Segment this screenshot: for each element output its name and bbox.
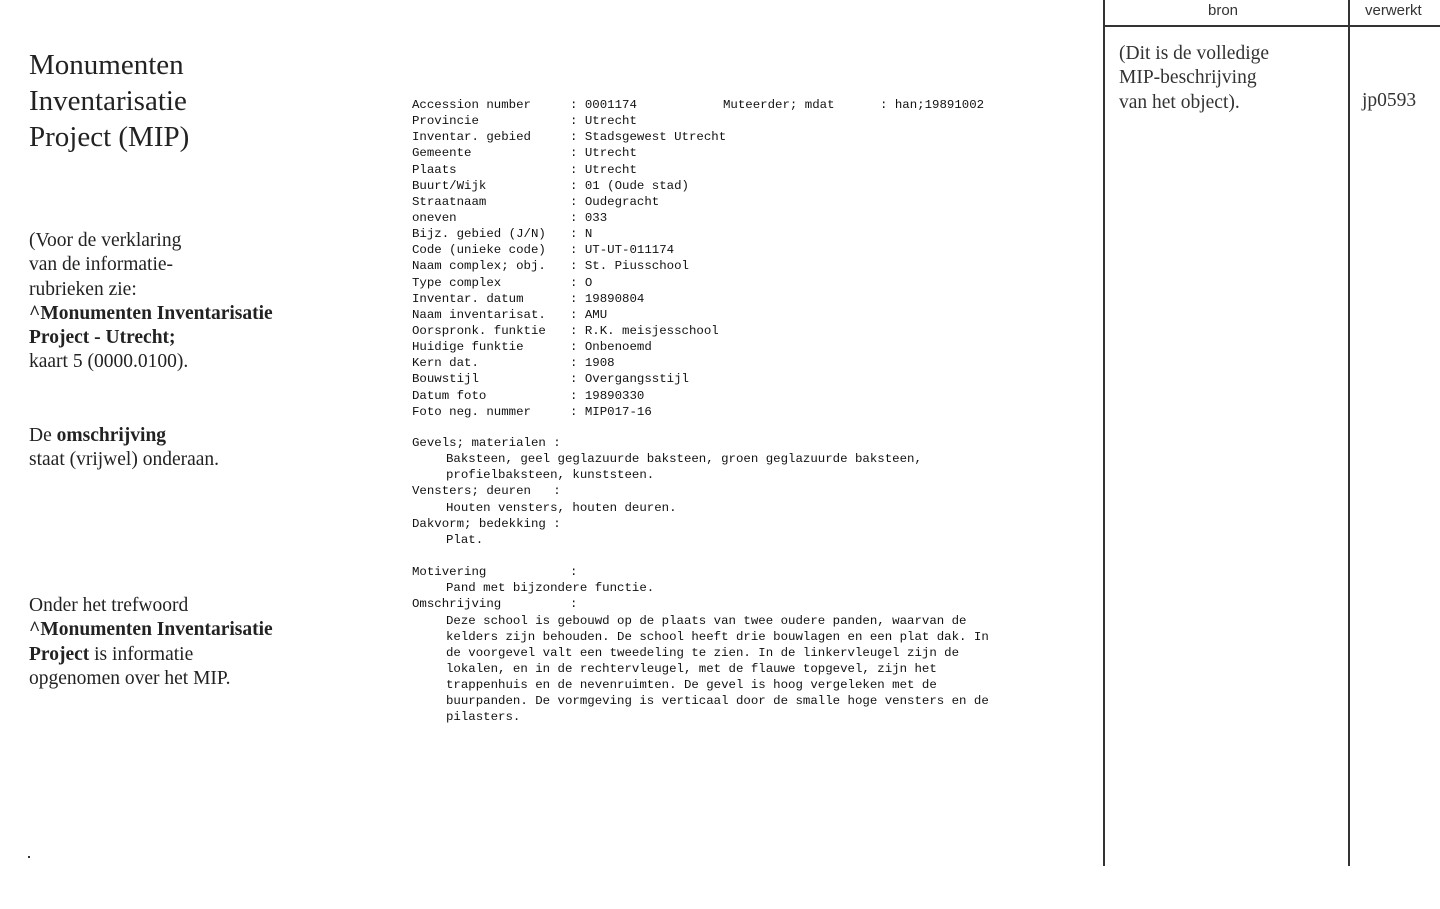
field-value: : N <box>570 227 593 242</box>
field-row <box>412 162 726 178</box>
field-value: : MIP017-16 <box>570 404 652 419</box>
section-text: lokalen, en in de rechtervleugel, met de flauwe topgevel, zijn het <box>446 661 937 676</box>
field-row <box>412 371 726 387</box>
field-label: Accession number <box>412 98 531 112</box>
field-value: : Overgangsstijl <box>570 372 689 387</box>
field-value: : AMU <box>570 307 608 322</box>
field-value: : Onbenoemd <box>570 340 652 355</box>
field-row <box>412 226 726 242</box>
field-label: Code (unieke code) <box>412 243 546 258</box>
field-label: Inventar. datum <box>412 291 524 306</box>
note-line: (Voor de verklaring <box>29 230 182 251</box>
field-value: : 1908 <box>570 356 615 371</box>
note-line: kaart 5 (0000.0100). <box>29 351 189 373</box>
section-label: Dakvorm; bedekking : <box>412 516 561 531</box>
note-line: van de informatie- <box>29 254 174 276</box>
field-row <box>412 242 726 258</box>
section-label: Omschrijving : <box>412 597 578 612</box>
note-line: Onder het trefwoord <box>29 595 189 616</box>
note-bold: Project - Utrecht; <box>29 327 176 349</box>
field-label: Huidige funktie <box>412 340 524 355</box>
section-text: de voorgevel valt een tweedeling te zien. In de linkervleugel zijn de <box>446 645 960 660</box>
field-row <box>412 404 726 420</box>
column-divider <box>1103 0 1105 866</box>
stray-dot <box>28 856 30 858</box>
field-label: Naam complex; obj. <box>412 259 546 274</box>
field-row <box>412 258 726 274</box>
field-value: : 19890804 <box>570 291 645 306</box>
field-label: Type complex <box>412 275 502 290</box>
field-label: Kern dat. <box>412 356 479 371</box>
record-fields <box>412 97 726 420</box>
bron-note <box>1119 42 1269 115</box>
field-label: Gemeente <box>412 146 472 161</box>
field-value: : O <box>570 275 593 290</box>
mutator-field <box>723 97 984 113</box>
section-label: Gevels; materialen : <box>412 436 561 450</box>
section-text: trappenhuis en de nevenruimten. De gevel is hoog vergeleken met de <box>446 678 937 693</box>
field-label: Oorspronk. funktie <box>412 323 546 338</box>
bron-line: van het object). <box>1119 91 1240 113</box>
field-label: oneven <box>412 210 457 225</box>
field-row <box>412 194 726 210</box>
field-value: : 033 <box>570 210 608 225</box>
note-bold: ^Monumenten Inventarisatie <box>29 302 273 324</box>
note-bold: Project <box>29 643 90 665</box>
column-divider <box>1348 0 1350 866</box>
field-value: : han;19891002 <box>880 98 985 112</box>
field-label: Straatnaam <box>412 194 487 209</box>
field-label: Bijz. gebied (J/N) <box>412 227 546 242</box>
section-text: kelders zijn behouden. De school heeft drie bouwlagen en een plat dak. In <box>446 629 989 644</box>
field-row <box>412 97 726 113</box>
field-row <box>412 339 726 355</box>
field-label: Foto neg. nummer <box>412 404 531 419</box>
field-label: Provincie <box>412 114 479 129</box>
column-header-bron: bron <box>1208 2 1239 19</box>
field-row <box>412 323 726 339</box>
field-label: Plaats <box>412 162 457 177</box>
note-bold: omschrijving <box>56 425 167 446</box>
field-value: : Oudegracht <box>570 194 660 209</box>
note-line: rubrieken zie: <box>29 278 137 300</box>
field-value: : St. Piusschool <box>570 259 689 274</box>
bron-line: MIP-beschrijving <box>1119 67 1257 89</box>
page-title <box>29 47 189 155</box>
field-label: Inventar. gebied <box>412 130 531 145</box>
column-header-verwerkt: verwerkt <box>1365 2 1422 19</box>
field-label: Muteerder; mdat <box>723 98 835 112</box>
section-text: profielbaksteen, kunststeen. <box>446 468 655 483</box>
field-row <box>412 129 726 145</box>
note-line: staat (vrijwel) onderaan. <box>29 449 220 471</box>
column-header-rule <box>1103 25 1440 27</box>
field-row <box>412 355 726 371</box>
field-label: Naam inventarisat. <box>412 307 546 322</box>
title-line: Monumenten <box>29 49 184 81</box>
title-line: Project (MIP) <box>29 121 190 153</box>
field-label: Bouwstijl <box>412 372 479 387</box>
note-line: opgenomen over het MIP. <box>29 667 231 689</box>
field-row <box>412 388 726 404</box>
field-row <box>412 307 726 323</box>
note-bold: ^Monumenten Inventarisatie <box>29 619 273 641</box>
field-value: : 01 (Oude stad) <box>570 178 689 193</box>
field-value: : Utrecht <box>570 114 637 129</box>
field-value: : 0001174 <box>570 98 637 112</box>
field-value: : Utrecht <box>570 162 637 177</box>
field-value: : 19890330 <box>570 388 645 403</box>
field-value: : R.K. meisjesschool <box>570 323 719 338</box>
field-row <box>412 145 726 161</box>
verwerkt-code: jp0593 <box>1362 90 1417 111</box>
field-row <box>412 275 726 291</box>
field-value: : UT-UT-011174 <box>570 243 675 258</box>
field-row <box>412 113 726 129</box>
note-line: Project is informatie <box>29 643 194 665</box>
field-value: : Stadsgewest Utrecht <box>570 130 727 145</box>
section-text: buurpanden. De vormgeving is verticaal door de smalle hoge vensters en de <box>446 694 989 709</box>
section-gap <box>412 548 989 564</box>
note-verklaring <box>29 229 273 375</box>
section-label: Motivering : <box>412 565 578 580</box>
note-bold-line <box>29 326 273 350</box>
section-text: Pand met bijzondere functie. <box>446 581 655 596</box>
description-sections <box>412 435 989 726</box>
section-text: Plat. <box>446 532 484 547</box>
field-label: Datum foto <box>412 388 487 403</box>
field-value: : Utrecht <box>570 146 637 161</box>
note-omschrijving <box>29 424 219 473</box>
field-row <box>412 178 726 194</box>
field-label: Buurt/Wijk <box>412 178 487 193</box>
field-row <box>412 210 726 226</box>
title-line: Inventarisatie <box>29 85 187 117</box>
section-text: pilasters. <box>446 710 521 725</box>
note-trefwoord <box>29 594 273 691</box>
field-row <box>412 291 726 307</box>
bron-line: (Dit is de volledige <box>1119 43 1270 64</box>
note-line: De omschrijving <box>29 425 167 446</box>
section-label: Vensters; deuren : <box>412 484 561 499</box>
section-text: Deze school is gebouwd op de plaats van twee oudere panden, waarvan de <box>446 613 967 628</box>
note-bold-line <box>29 302 273 326</box>
section-text: Houten vensters, houten deuren. <box>446 500 677 515</box>
note-bold-line <box>29 618 273 642</box>
section-text: Baksteen, geel geglazuurde baksteen, groen geglazuurde baksteen, <box>446 452 922 467</box>
